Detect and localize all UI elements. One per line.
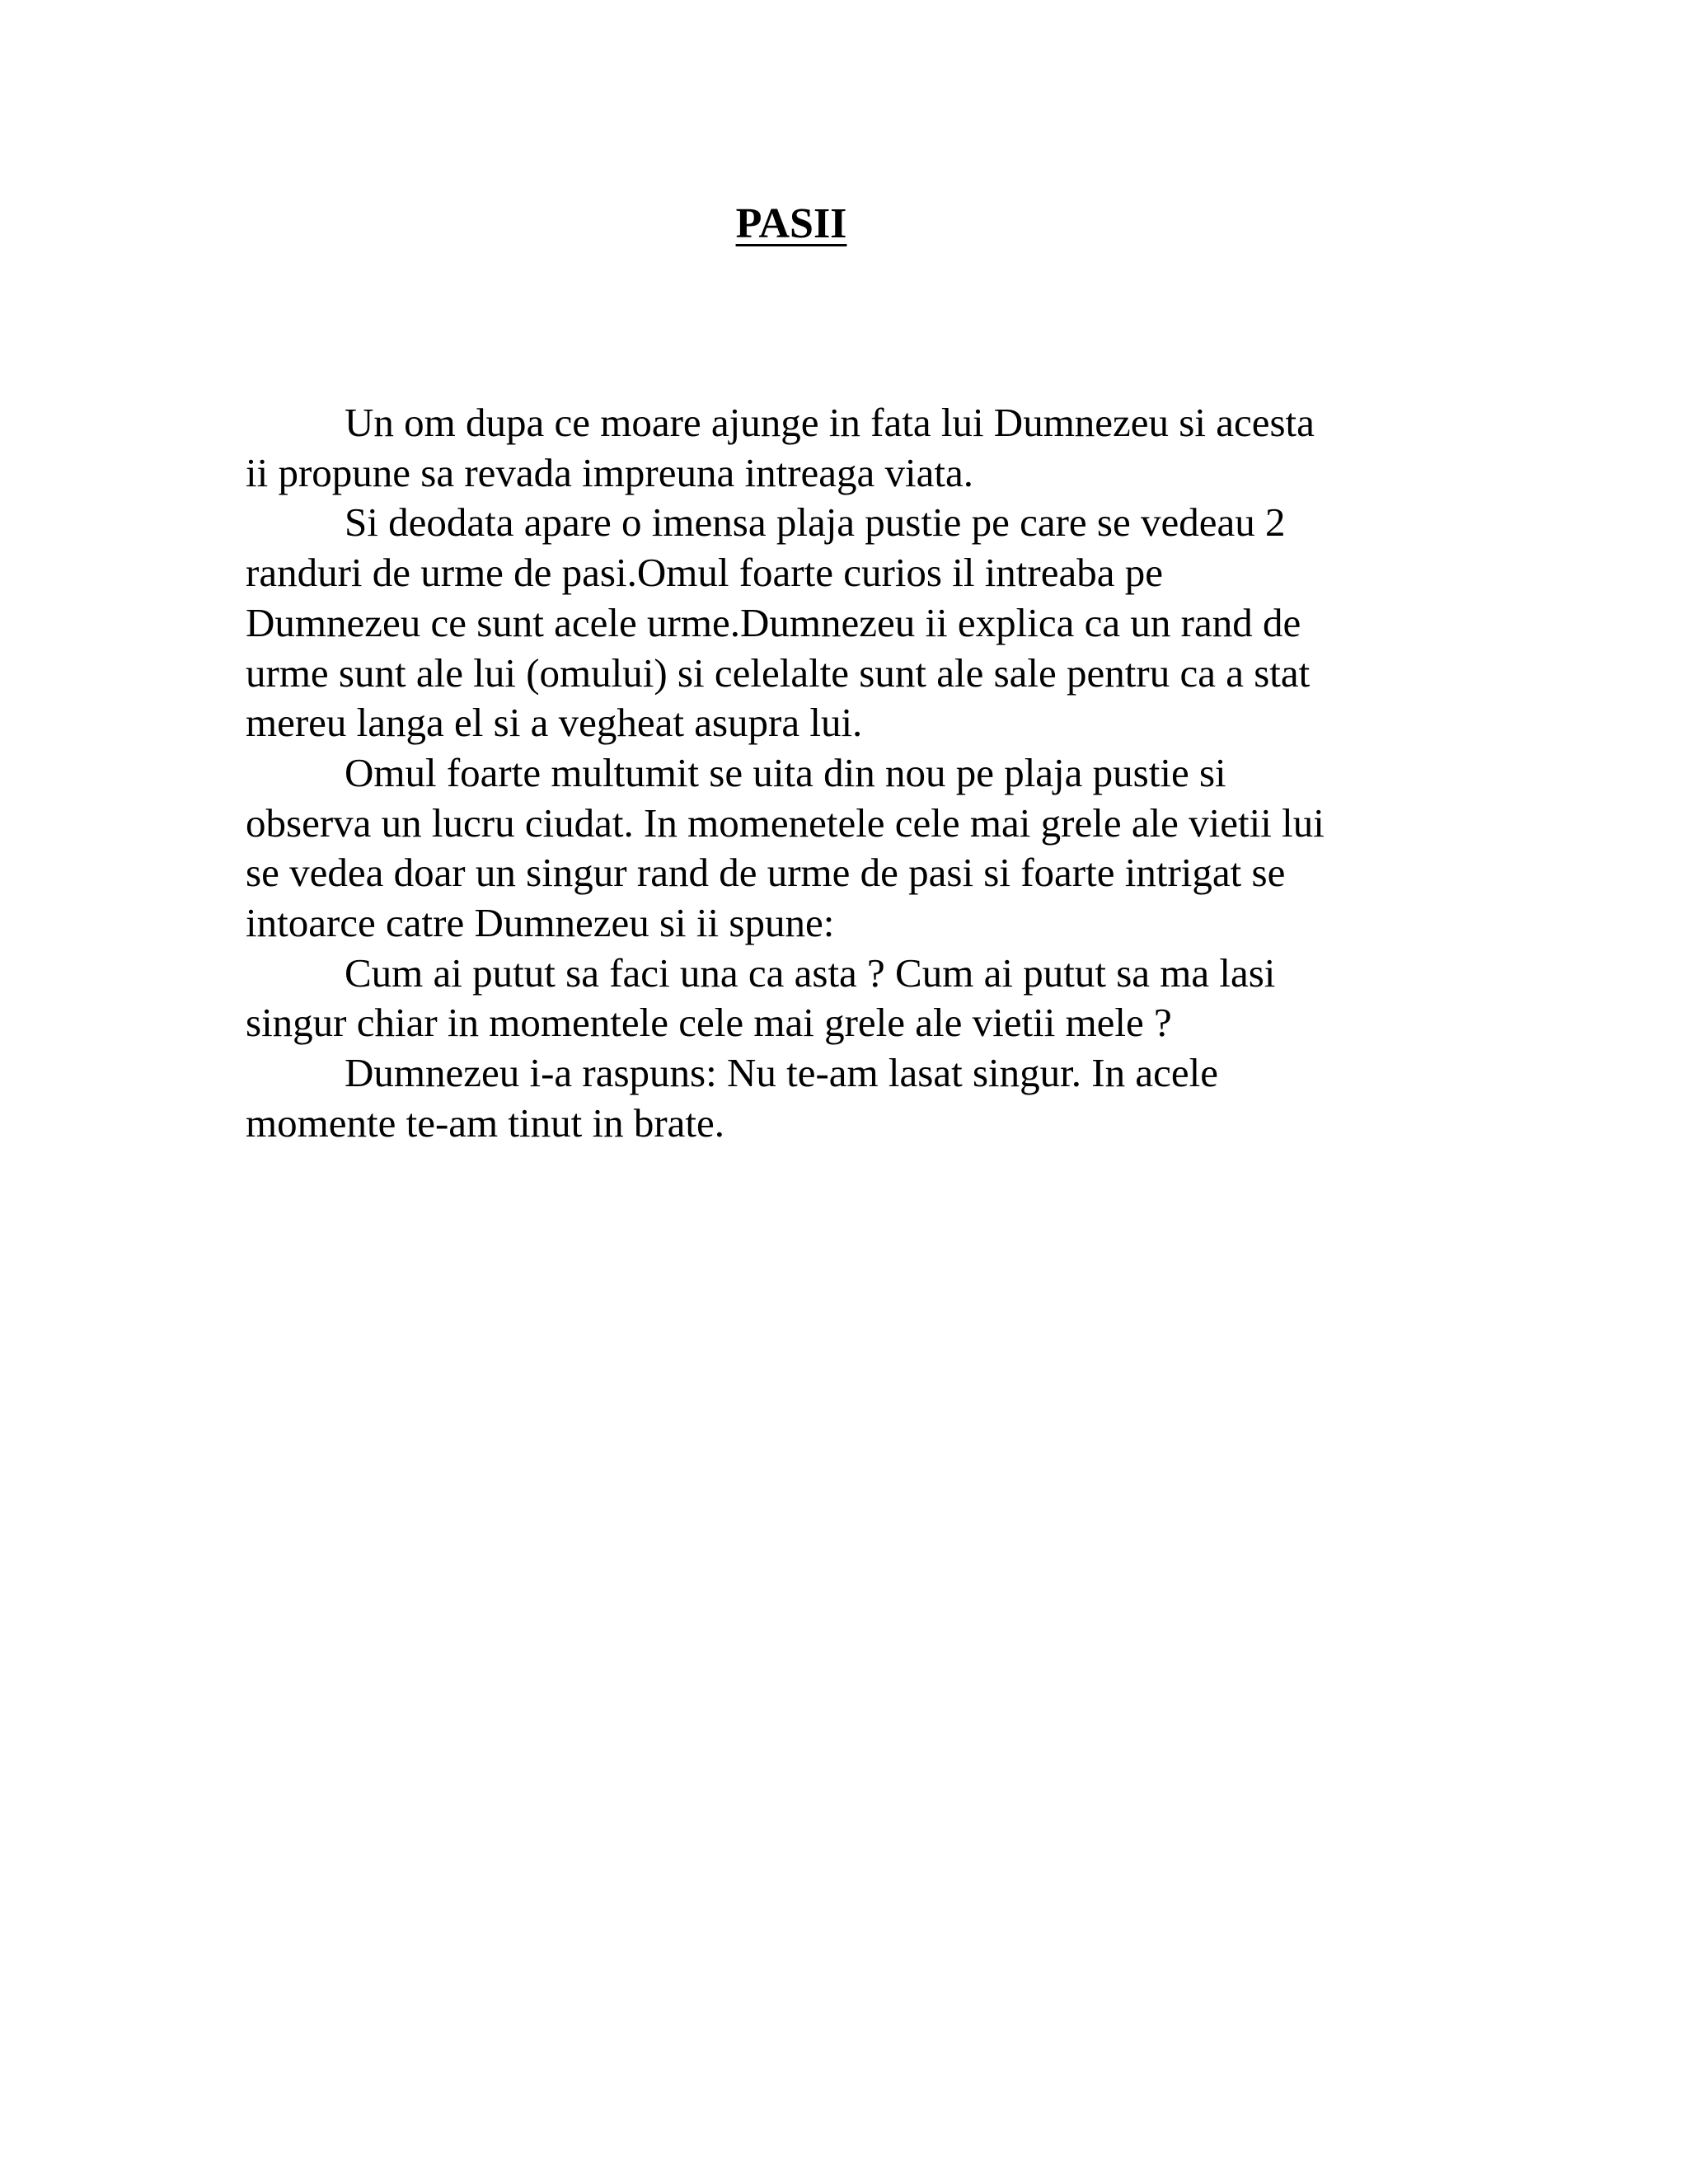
text-line: Dumnezeu i-a raspuns: Nu te-am lasat singur. In acele	[345, 1050, 1218, 1096]
page-title: PASII	[735, 200, 847, 247]
text-line: intoarce catre Dumnezeu si ii spune:	[246, 900, 835, 946]
text-line: randuri de urme de pasi.Omul foarte curios il intreaba pe	[246, 550, 1163, 596]
text-line: ii propune sa revada impreuna intreaga viata.	[246, 449, 973, 495]
paragraph-5	[246, 1048, 1465, 1148]
text-line: Omul foarte multumit se uita din nou pe plaja pustie si	[345, 749, 1226, 795]
text-line: observa un lucru ciudat. In momenetele cele mai grele ale vietii lui	[246, 799, 1325, 846]
text-line: singur chiar in momentele cele mai grele ale vietii mele ?	[246, 1000, 1172, 1046]
text-line: Cum ai putut sa faci una ca asta ? Cum ai putut sa ma lasi	[345, 949, 1276, 996]
paragraph-3	[246, 748, 1465, 949]
text-line: Si deodata apare o imensa plaja pustie pe care se vedeau 2	[345, 499, 1286, 546]
text-line: momente te-am tinut in brate.	[246, 1099, 725, 1146]
text-line: Un om dupa ce moare ajunge in fata lui Dumnezeu si acesta	[345, 400, 1315, 445]
text-line: urme sunt ale lui (omului) si celelalte sunt ale sale pentru ca a stat	[246, 649, 1311, 696]
story-body	[246, 398, 1465, 1149]
paragraph-2	[246, 498, 1465, 748]
paragraph-1	[246, 398, 1465, 498]
text-line: mereu langa el si a vegheat asupra lui.	[246, 700, 863, 746]
text-line: se vedea doar un singur rand de urme de pasi si foarte intrigat se	[246, 850, 1286, 896]
text-line: Dumnezeu ce sunt acele urme.Dumnezeu ii explica ca un rand de	[246, 599, 1301, 645]
paragraph-4	[246, 949, 1465, 1048]
